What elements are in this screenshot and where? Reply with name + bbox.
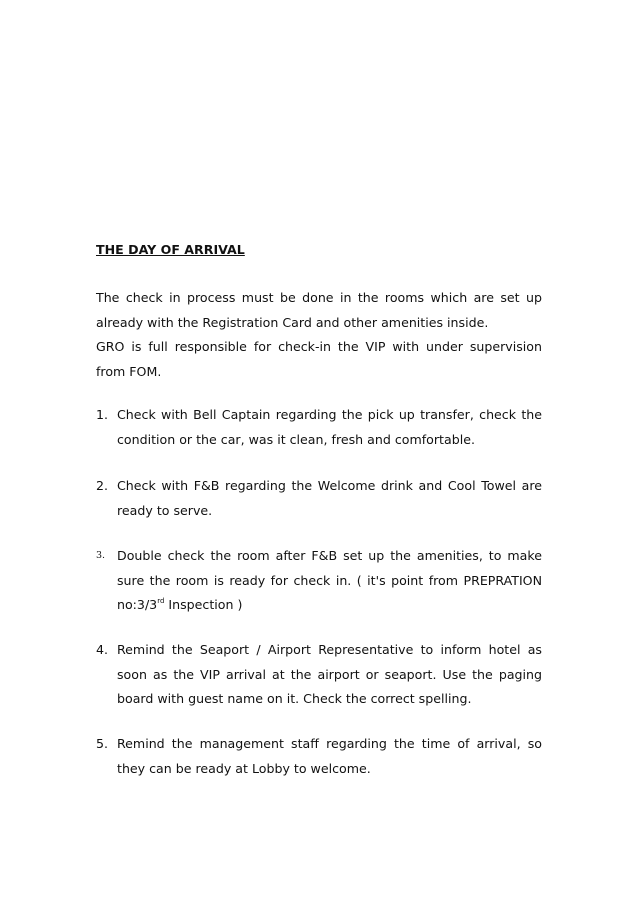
list-item-line: they can be ready at Lobby to welcome. xyxy=(117,760,371,776)
list-item-number: 4. xyxy=(96,642,109,657)
list-item xyxy=(96,638,542,712)
list-item-line: Remind the Seaport / Airport Representative to inform hotel as xyxy=(117,642,542,657)
list-item-line: board with guest name on it. Check the correct spelling. xyxy=(117,691,472,706)
list-item-text xyxy=(117,732,542,781)
ordinal-superscript: rd xyxy=(157,597,165,605)
list-item-text xyxy=(117,544,542,618)
paragraph-line: already with the Registration Card and other amenities inside. xyxy=(96,314,489,330)
list-item-line: Check with F&B regarding the Welcome drink and Cool Towel are xyxy=(117,478,542,493)
list-item-number: 3. xyxy=(96,550,106,561)
list-item-line: sure the room is ready for check in. ( it's point from PREPRATION xyxy=(117,572,542,588)
list-item xyxy=(96,544,542,618)
list-item-text xyxy=(117,403,542,452)
paragraph-line: The check in process must be done in the rooms which are set up xyxy=(96,290,542,305)
list-item-number: 1. xyxy=(96,407,109,422)
document-page xyxy=(96,0,542,903)
list-item-line: Double check the room after F&B set up the amenities, to make xyxy=(117,548,542,563)
list-item-line xyxy=(117,593,542,618)
list-item-text xyxy=(117,638,542,712)
list-item-line: condition or the car, was it clean, fresh and comfortable. xyxy=(117,431,475,447)
list-item-line: Check with Bell Captain regarding the pick up transfer, check the xyxy=(117,407,542,422)
inspection-ref-prefix: no:3/3 xyxy=(117,597,158,612)
list-item xyxy=(96,474,542,523)
list-item-line: ready to serve. xyxy=(117,502,213,518)
inspection-ref-suffix: Inspection ) xyxy=(164,597,243,612)
paragraph-line: from FOM. xyxy=(96,363,162,379)
responsibility-paragraph xyxy=(96,335,542,384)
list-item-text xyxy=(117,474,542,523)
section-heading: THE DAY OF ARRIVAL xyxy=(96,242,245,257)
paragraph-line: GRO is full responsible for check-in the VIP with under supervision xyxy=(96,339,542,354)
list-item-line: soon as the VIP arrival at the airport or seaport. Use the paging xyxy=(117,666,542,682)
list-item xyxy=(96,403,542,452)
list-item xyxy=(96,732,542,781)
list-item-number: 2. xyxy=(96,478,109,493)
list-item-line: Remind the management staff regarding the time of arrival, so xyxy=(117,736,542,751)
intro-paragraph xyxy=(96,286,542,335)
list-item-number: 5. xyxy=(96,736,109,751)
